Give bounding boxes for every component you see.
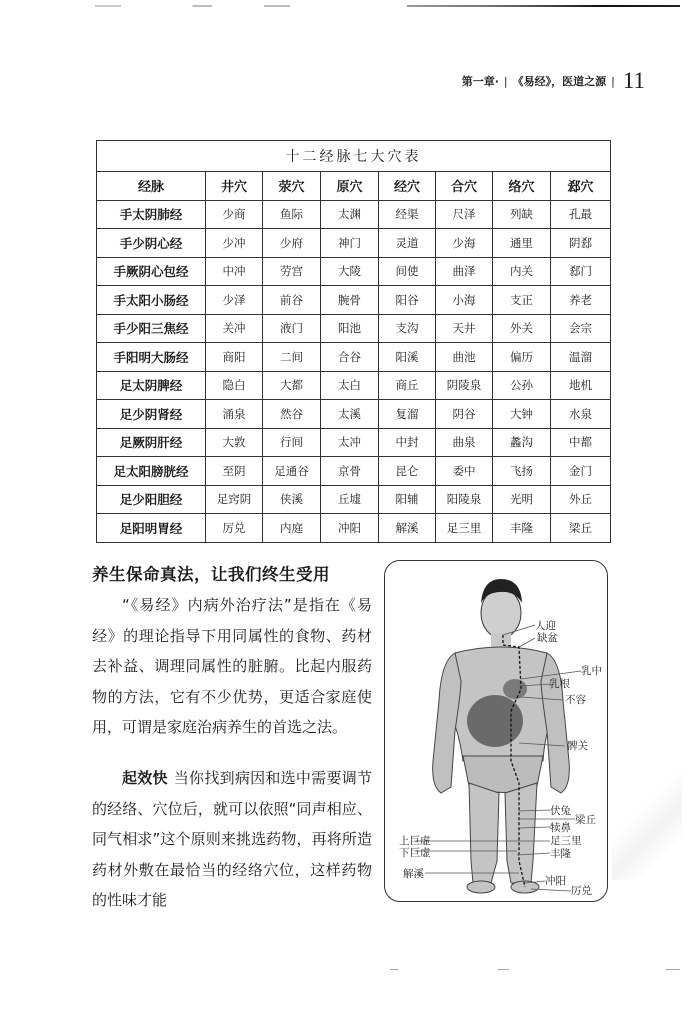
acupoint-cell: 阳池 [321, 314, 379, 343]
acupoint-cell: 大敦 [206, 428, 263, 457]
acupoint-cell: 水泉 [551, 400, 611, 429]
column-header: 合穴 [436, 172, 493, 201]
label-zusanli: 足三里 [550, 835, 582, 847]
meridian-name-cell: 手少阳三焦经 [97, 314, 206, 343]
header-separator: | [503, 74, 508, 88]
table-row [97, 485, 611, 514]
table-title: 十二经脉七大穴表 [97, 141, 611, 172]
column-header: 络穴 [493, 172, 551, 201]
column-header: 郄穴 [551, 172, 611, 201]
column-header: 经穴 [379, 172, 436, 201]
acupoint-cell: 劳宫 [263, 257, 321, 286]
acupoint-cell: 养老 [551, 286, 611, 315]
acupoint-cell: 液门 [263, 314, 321, 343]
acupoint-cell: 列缺 [493, 200, 551, 229]
scan-artifact-bottom [390, 969, 680, 970]
acupoint-cell: 冲阳 [321, 514, 379, 543]
acupoint-cell: 偏历 [493, 343, 551, 372]
table-row [97, 286, 611, 315]
acupoint-cell: 二间 [263, 343, 321, 372]
acupoint-cell: 足通谷 [263, 457, 321, 486]
paragraph-lead: 起效快 [122, 769, 168, 787]
acupoint-cell: 间使 [379, 257, 436, 286]
table-row [97, 400, 611, 429]
acupoint-cell: 复溜 [379, 400, 436, 429]
acupoint-cell: 丰隆 [493, 514, 551, 543]
acupoint-cell: 中都 [551, 428, 611, 457]
acupoint-cell: 委中 [436, 457, 493, 486]
acupoint-cell: 厉兑 [206, 514, 263, 543]
meridian-name-cell: 手太阴肺经 [97, 200, 206, 229]
section-heading: 养生保命真法，让我们终生受用 [92, 565, 330, 584]
acupoint-cell: 孔最 [551, 200, 611, 229]
meridian-name-cell: 手厥阴心包经 [97, 257, 206, 286]
table-title-row [97, 141, 611, 172]
table-row [97, 371, 611, 400]
table-row [97, 343, 611, 372]
table-body [97, 200, 611, 542]
acupoint-cell: 经渠 [379, 200, 436, 229]
page-number: 11 [622, 68, 645, 93]
meridian-name-cell: 手少阴心经 [97, 229, 206, 258]
paragraph-intro: “《易经》内病外治疗法”是指在《易经》的理论指导下用同属性的食物、药材去补益、调理同属性的脏腑。比起内服药物的方法，它有不少优势，更适合家庭使用，可谓是家庭治病养生的首选之法。 [92, 596, 372, 736]
table-row [97, 428, 611, 457]
acupoint-cell: 中封 [379, 428, 436, 457]
table-header-row [97, 172, 611, 201]
twelve-meridians-acupoint-table [96, 140, 611, 543]
label-shangjuxu: 上巨虚 [399, 835, 431, 847]
acupoint-cell: 少海 [436, 229, 493, 258]
paragraph-body: 当你找到病因和选中需要调节的经络、穴位后，就可以依照“同声相应、同气相求”这个原则来挑选药物，再将所造药材外敷在最恰当的经络穴位，这样药物的性味才能 [92, 769, 372, 909]
label-lidui: 厉兑 [571, 885, 592, 897]
acupoint-cell: 涌泉 [206, 400, 263, 429]
acupoint-cell: 小海 [436, 286, 493, 315]
acupoint-cell: 阴陵泉 [436, 371, 493, 400]
acupoint-cell: 灵道 [379, 229, 436, 258]
acupoint-cell: 足三里 [436, 514, 493, 543]
acupoint-cell: 阴郄 [551, 229, 611, 258]
acupoint-cell: 然谷 [263, 400, 321, 429]
acupoint-cell: 外丘 [551, 485, 611, 514]
label-rugen: 乳根 [549, 678, 570, 690]
column-header: 荥穴 [263, 172, 321, 201]
scan-watermark [612, 760, 682, 880]
acupoint-cell: 会宗 [551, 314, 611, 343]
acupoint-cell: 行间 [263, 428, 321, 457]
column-header: 井穴 [206, 172, 263, 201]
acupoint-cell: 地机 [551, 371, 611, 400]
acupoint-cell: 尺泽 [436, 200, 493, 229]
label-liangqiu: 梁丘 [575, 814, 596, 826]
acupoint-cell: 阳辅 [379, 485, 436, 514]
acupoint-cell: 曲泽 [436, 257, 493, 286]
acupoint-cell: 大都 [263, 371, 321, 400]
acupoint-cell: 光明 [493, 485, 551, 514]
meridian-name-cell: 手太阳小肠经 [97, 286, 206, 315]
meridian-name-cell: 足厥阴肝经 [97, 428, 206, 457]
acupoint-cell: 阳谷 [379, 286, 436, 315]
label-fenglong: 丰隆 [550, 848, 571, 860]
acupoint-cell: 商阳 [206, 343, 263, 372]
acupoint-cell: 太渊 [321, 200, 379, 229]
label-quepen: 缺盆 [537, 632, 558, 644]
table-row [97, 314, 611, 343]
header-separator: | [611, 74, 615, 88]
chapter-label: 第一章· [461, 75, 499, 88]
acupoint-cell: 少商 [206, 200, 263, 229]
label-biguan: 髀关 [567, 740, 588, 752]
acupoint-cell: 少冲 [206, 229, 263, 258]
acupoint-cell: 解溪 [379, 514, 436, 543]
acupoint-cell: 支正 [493, 286, 551, 315]
meridian-name-cell: 足太阴脾经 [97, 371, 206, 400]
running-head [440, 68, 645, 94]
acupoint-cell: 隐白 [206, 371, 263, 400]
meridian-name-cell: 足太阳膀胱经 [97, 457, 206, 486]
column-header: 原穴 [321, 172, 379, 201]
acupoint-cell: 腕骨 [321, 286, 379, 315]
acupoint-cell: 足窍阴 [206, 485, 263, 514]
table-row [97, 229, 611, 258]
acupoint-cell: 商丘 [379, 371, 436, 400]
acupoint-cell: 内庭 [263, 514, 321, 543]
label-dubi: 犊鼻 [550, 822, 571, 834]
stomach-meridian-figure [384, 560, 608, 902]
acupoint-cell: 阳陵泉 [436, 485, 493, 514]
acupoint-cell: 少府 [263, 229, 321, 258]
label-jiexi: 解溪 [403, 868, 424, 880]
acupoint-cell: 金门 [551, 457, 611, 486]
meridian-name-cell: 足少阴肾经 [97, 400, 206, 429]
table-row [97, 257, 611, 286]
acupoint-cell: 昆仑 [379, 457, 436, 486]
acupoint-cell: 合谷 [321, 343, 379, 372]
table-row [97, 200, 611, 229]
scan-artifact-top [30, 5, 680, 7]
acupoint-cell: 蠡沟 [493, 428, 551, 457]
acupoint-cell: 鱼际 [263, 200, 321, 229]
acupoint-cell: 大陵 [321, 257, 379, 286]
meridian-name-cell: 足少阳胆经 [97, 485, 206, 514]
acupoint-cell: 侠溪 [263, 485, 321, 514]
acupoint-cell: 公孙 [493, 371, 551, 400]
acupoint-cell: 阳溪 [379, 343, 436, 372]
acupoint-cell: 外关 [493, 314, 551, 343]
label-burong: 不容 [565, 694, 586, 706]
acupoint-cell: 郄门 [551, 257, 611, 286]
acupoint-cell: 梁丘 [551, 514, 611, 543]
acupoint-cell: 曲泉 [436, 428, 493, 457]
acupoint-cell: 京骨 [321, 457, 379, 486]
label-xiajuxu: 下巨虚 [399, 847, 431, 859]
acupoint-cell: 至阴 [206, 457, 263, 486]
acupoint-cell: 太溪 [321, 400, 379, 429]
label-futu: 伏兔 [550, 805, 571, 817]
acupoint-cell: 少泽 [206, 286, 263, 315]
acupoint-cell: 关冲 [206, 314, 263, 343]
acupoint-cell: 支沟 [379, 314, 436, 343]
table-row [97, 514, 611, 543]
table-row [97, 457, 611, 486]
label-renying: 人迎 [535, 620, 556, 632]
meridian-name-cell: 足阳明胃经 [97, 514, 206, 543]
acupoint-cell: 内关 [493, 257, 551, 286]
acupoint-cell: 前谷 [263, 286, 321, 315]
acupoint-cell: 中冲 [206, 257, 263, 286]
acupoint-cell: 大钟 [493, 400, 551, 429]
acupoint-cell: 天井 [436, 314, 493, 343]
paragraph-fast-effect [92, 763, 372, 916]
chapter-title: 《易经》，医道之源 [512, 75, 607, 88]
acupoint-cell: 温溜 [551, 343, 611, 372]
column-header: 经脉 [97, 172, 206, 201]
acupoint-cell: 太白 [321, 371, 379, 400]
acupoint-cell: 曲池 [436, 343, 493, 372]
acupoint-cell: 飞扬 [493, 457, 551, 486]
acupoint-cell: 阴谷 [436, 400, 493, 429]
acupoint-cell: 丘墟 [321, 485, 379, 514]
meridian-name-cell: 手阳明大肠经 [97, 343, 206, 372]
label-ruzhong: 乳中 [581, 665, 602, 677]
label-chongyang: 冲阳 [545, 875, 566, 887]
acupoint-cell: 太冲 [321, 428, 379, 457]
acupoint-cell: 神门 [321, 229, 379, 258]
acupoint-cell: 通里 [493, 229, 551, 258]
